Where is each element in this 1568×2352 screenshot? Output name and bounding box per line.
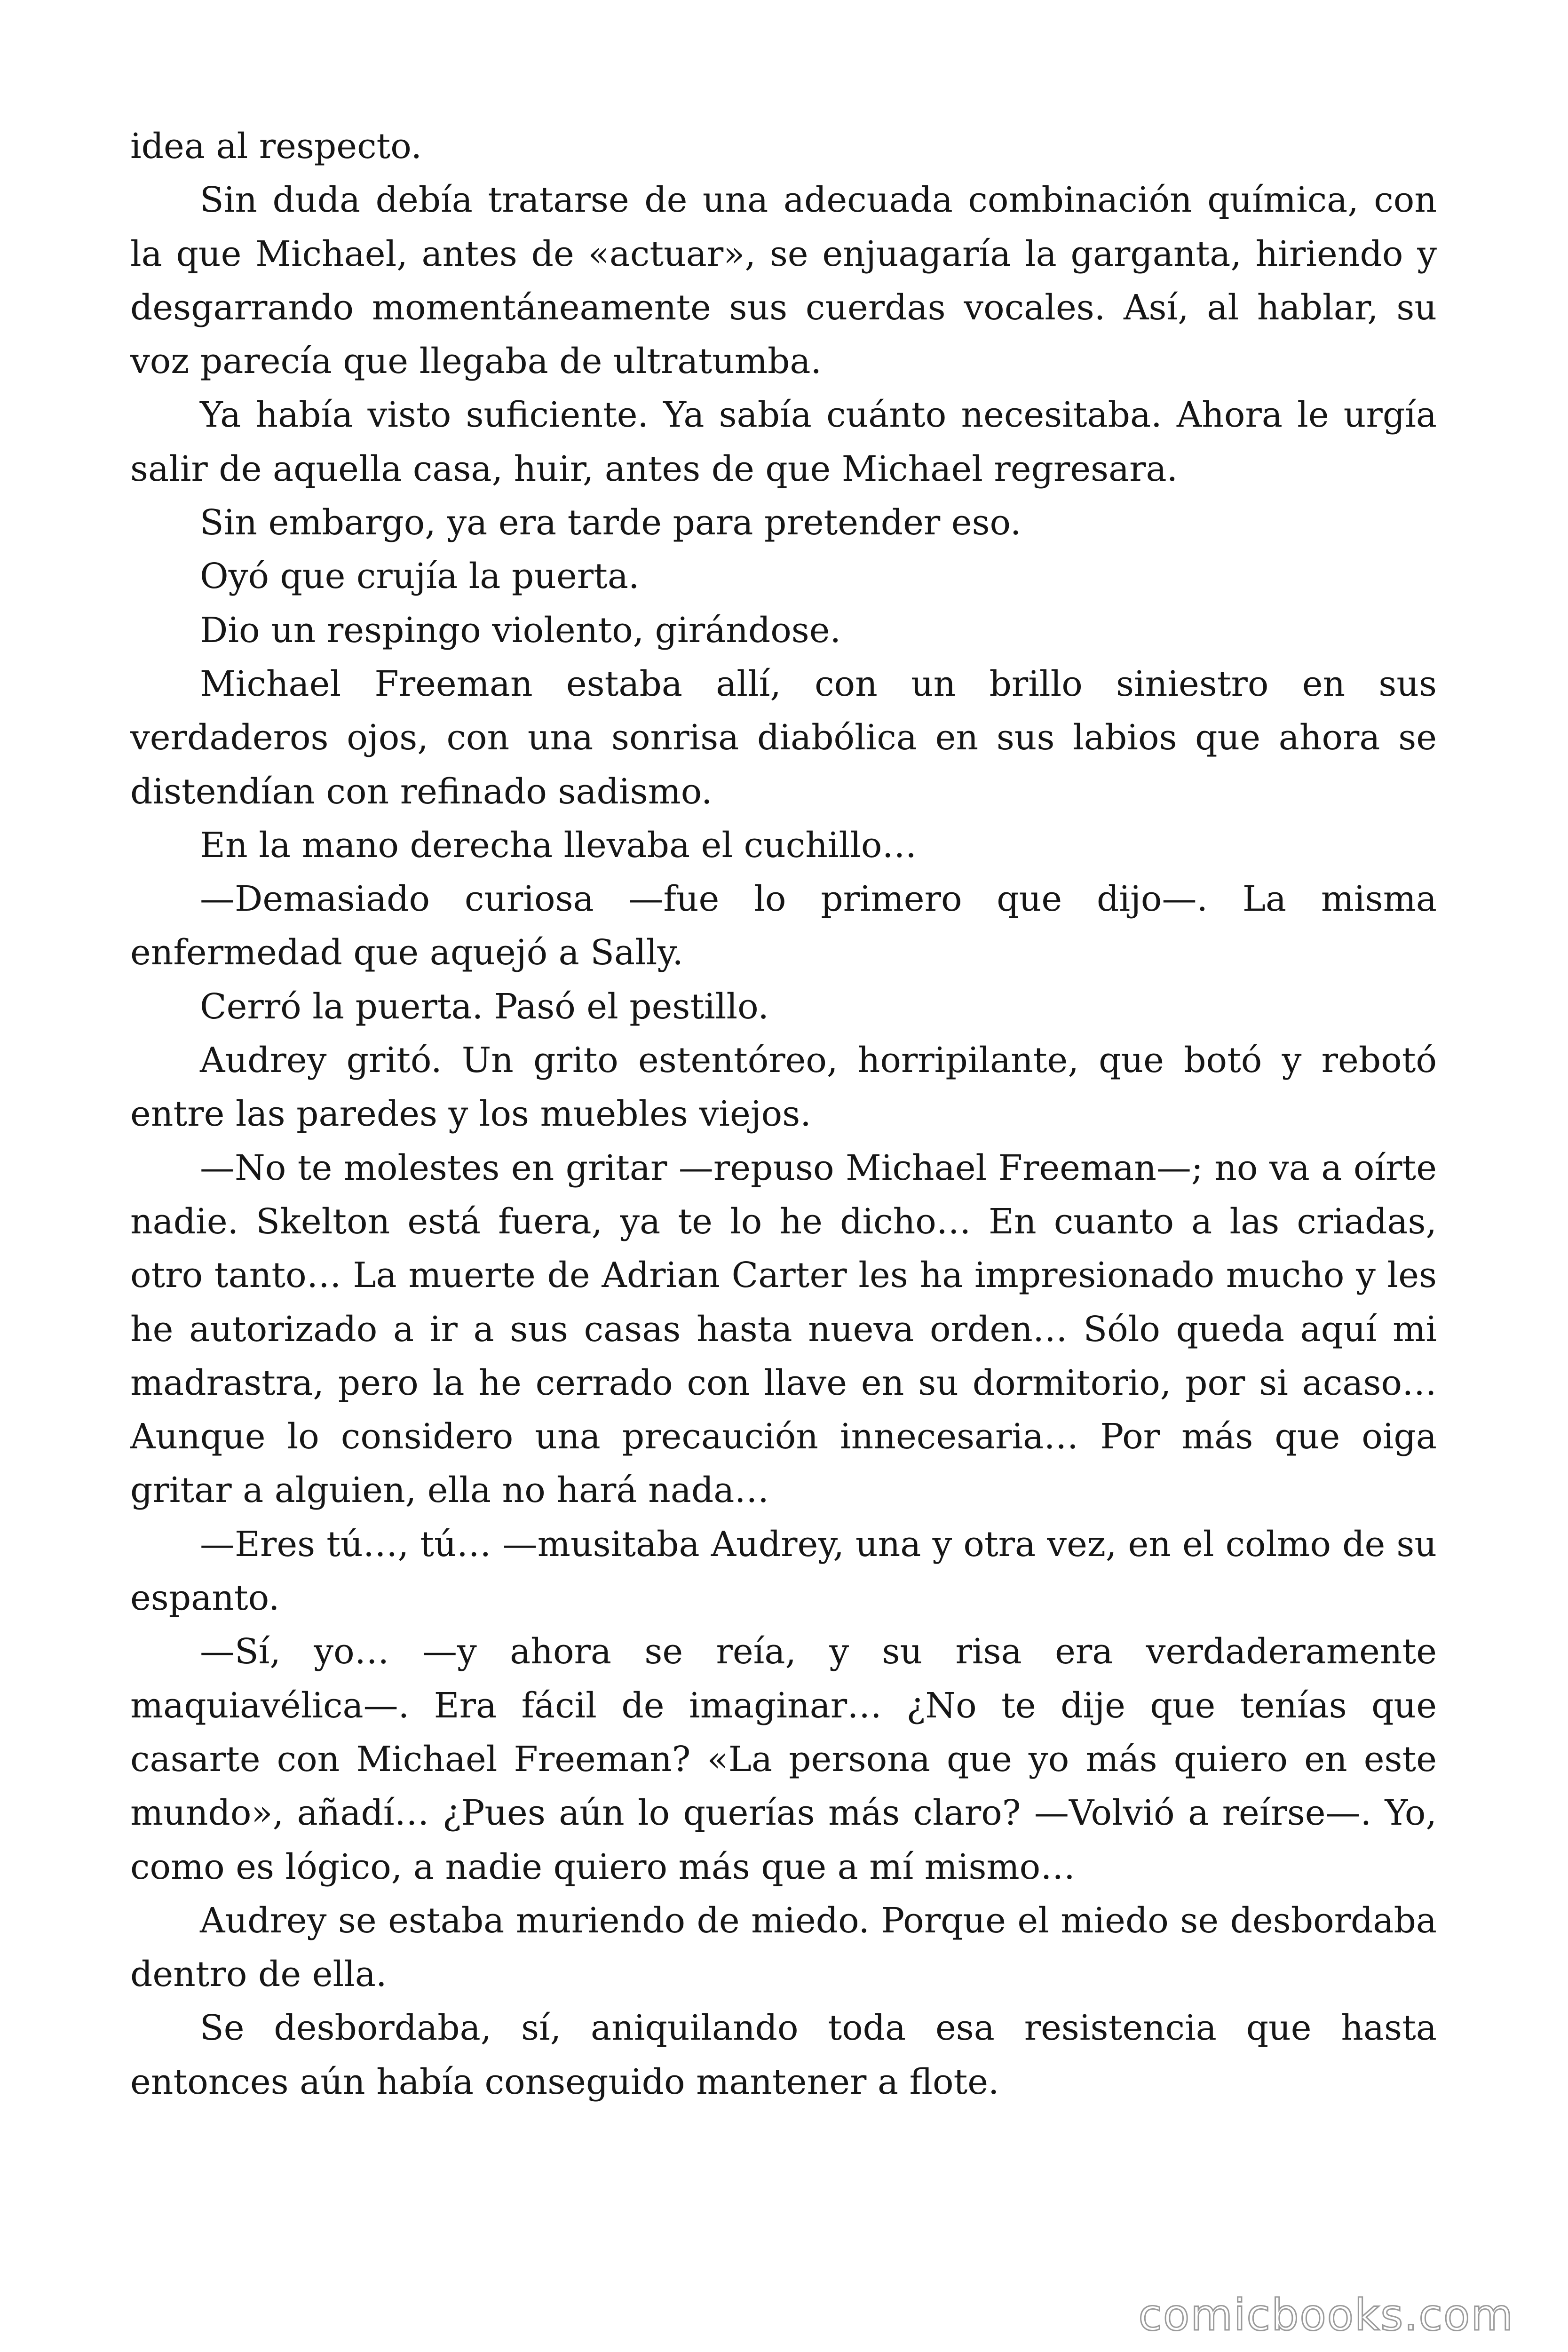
watermark-text: comicbooks.com [1138, 2290, 1514, 2340]
paragraph: Se desbordaba, sí, aniquilando toda esa resistencia que hasta entonces aún había conseguido mantener a flote. [130, 2008, 1437, 2102]
paragraph: En la mano derecha llevaba el cuchillo… [200, 825, 917, 866]
paragraph: —Demasiado curiosa —fue lo primero que dijo—. La misma enfermedad que aquejó a Sally. [130, 879, 1437, 973]
paragraph: idea al respecto. [130, 126, 422, 167]
paragraph: —Sí, yo… —y ahora se reía, y su risa era verdaderamente maquiavélica—. Era fácil de imaginar… ¿No te dije que tenías que casarte con Michael Freeman? «La persona que yo más quiero en este mundo», añadí… ¿Pues aún lo querías más claro? —Volvió a reírse—. Yo, como es lógico, a nadie quiero más que a mí mismo… [130, 1631, 1437, 1887]
paragraph: Cerró la puerta. Pasó el pestillo. [200, 986, 769, 1027]
paragraph: Michael Freeman estaba allí, con un brillo siniestro en sus verdaderos ojos, con una sonrisa diabólica en sus labios que ahora se distendían con refinado sadismo. [130, 663, 1437, 812]
paragraph: Ya había visto suficiente. Ya sabía cuánto necesitaba. Ahora le urgía salir de aquella casa, huir, antes de que Michael regresara. [130, 395, 1437, 489]
paragraph: Oyó que crujía la puerta. [200, 556, 640, 597]
paragraph: Audrey se estaba muriendo de miedo. Porque el miedo se desbordaba dentro de ella. [130, 1900, 1437, 1995]
paragraph: —No te molestes en gritar —repuso Michael Freeman—; no va a oírte nadie. Skelton está fuera, ya te lo he dicho… En cuanto a las criadas, otro tanto… La muerte de Adrian Carter les ha impresionado mucho y les he autorizado a ir a sus casas hasta nueva orden… Sólo queda aquí mi madrastra, pero la he cerrado con llave en su dormitorio, por si acaso… Aunque lo considero una precaución innecesaria… Por más que oiga gritar a alguien, ella no hará nada… [130, 1147, 1437, 1511]
paragraph: Sin duda debía tratarse de una adecuada combinación química, con la que Michael, antes de «actuar», se enjuagaría la garganta, hiriendo y desgarrando momentáneamente sus cuerdas vocales. Así, al hablar, su voz parecía que llegaba de ultratumba. [130, 180, 1437, 382]
paragraph: Sin embargo, ya era tarde para pretender eso. [200, 502, 1022, 543]
page-text [130, 119, 1437, 2109]
paragraph: Dio un respingo violento, girándose. [200, 610, 841, 651]
paragraph: Audrey gritó. Un grito estentóreo, horripilante, que botó y rebotó entre las paredes y los muebles viejos. [130, 1040, 1437, 1135]
paragraph: —Eres tú…, tú… —musitaba Audrey, una y otra vez, en el colmo de su espanto. [130, 1524, 1437, 1619]
